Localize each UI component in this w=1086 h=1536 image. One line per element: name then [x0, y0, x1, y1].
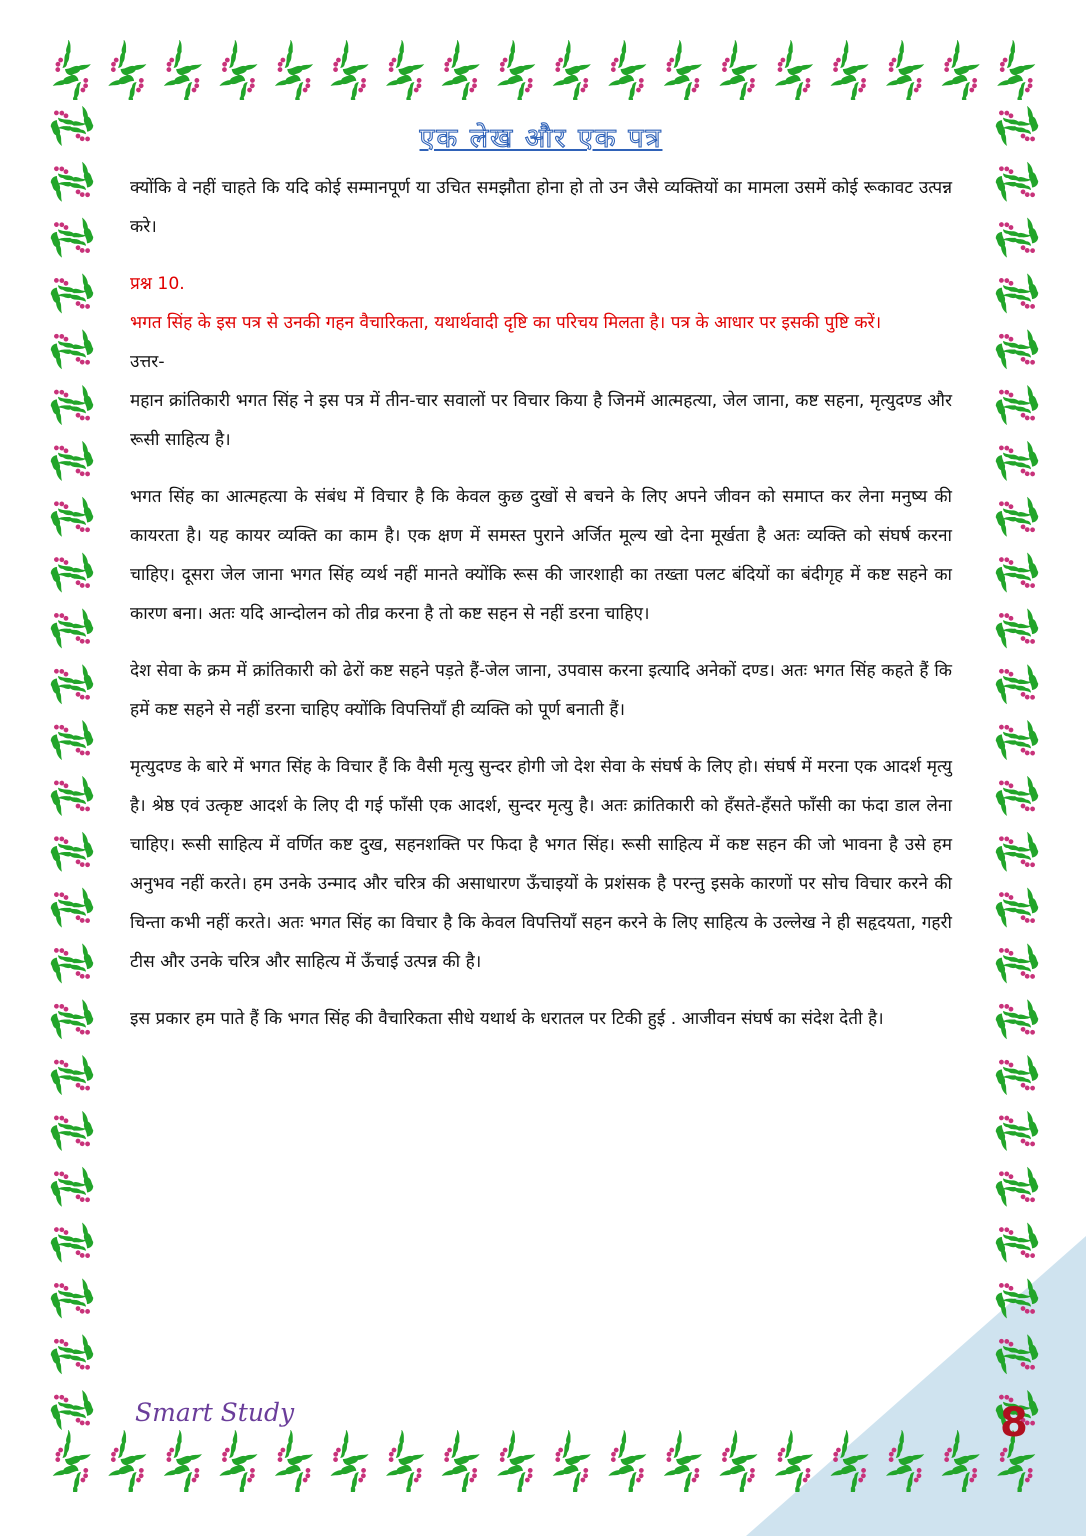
answer-label: उत्तर-: [130, 352, 165, 372]
answer-paragraph: देश सेवा के क्रम में क्रांतिकारी को ढेरों कष्ट सहने पड़ते हैं-जेल जाना, उपवास करना इत्यादि अनेकों दण्ड। अतः भगत सिंह कहते हैं कि हमें कष्ट सहने से नहीं डरना चाहिए क्योंकि विपत्तियाँ ही व्यक्ति को पूर्ण बनाती हैं।: [130, 661, 952, 720]
holly-leaf-icon: [158, 1430, 203, 1470]
holly-leaf-icon: [769, 40, 814, 80]
holly-border-bottom: [40, 1430, 1040, 1492]
holly-leaf-icon: [385, 1460, 430, 1492]
right-border-svg: [985, 95, 1047, 1435]
holly-leaf-icon: [662, 1460, 707, 1492]
holly-leaf-icon: [658, 1430, 703, 1470]
holly-leaf-icon: [940, 70, 985, 100]
holly-leaf-icon: [325, 40, 370, 80]
holly-leaf-icon: [829, 70, 874, 100]
holly-leaf-icon: [774, 70, 819, 100]
holly-leaf-icon: [440, 70, 485, 100]
holly-leaf-icon: [551, 1460, 596, 1492]
question-text: भगत सिंह के इस पत्र से उनकी गहन वैचारिकता, यथार्थवादी दृष्टि का परिचय मिलता है। पत्र के आधार पर इसकी पुष्टि करें।: [130, 313, 882, 333]
holly-leaf-icon: [491, 1430, 536, 1470]
holly-leaf-icon: [107, 70, 152, 100]
holly-leaf-icon: [218, 70, 263, 100]
holly-leaf-icon: [607, 70, 652, 100]
answer-paragraph: इस प्रकार हम पाते हैं कि भगत सिंह की वैचारिकता सीधे यथार्थ के धरातल पर टिकी हुई . आजीवन संघर्ष का संदेश देती है।: [130, 1009, 884, 1029]
holly-leaf-icon: [491, 40, 536, 80]
holly-border-right: [985, 95, 1047, 1435]
holly-leaf-icon: [714, 40, 759, 80]
holly-leaf-icon: [380, 1430, 425, 1470]
holly-leaf-icon: [880, 40, 925, 80]
holly-leaf-icon: [880, 1430, 925, 1470]
holly-leaf-icon: [380, 40, 425, 80]
holly-leaf-icon: [603, 40, 648, 80]
holly-leaf-icon: [162, 70, 207, 100]
holly-leaf-icon: [436, 40, 481, 80]
holly-leaf-icon: [714, 1430, 759, 1470]
holly-leaf-icon: [107, 1460, 152, 1492]
holly-leaf-icon: [103, 1430, 148, 1470]
holly-leaf-icon: [269, 1430, 314, 1470]
left-border-svg: [40, 95, 102, 1435]
holly-leaf-icon: [825, 40, 870, 80]
holly-leaf-icon: [940, 1460, 985, 1492]
holly-leaf-icon: [329, 1460, 374, 1492]
holly-leaf-icon: [274, 1460, 319, 1492]
holly-leaf-icon: [825, 1430, 870, 1470]
holly-border-left: [40, 95, 102, 1435]
holly-leaf-icon: [496, 1460, 541, 1492]
holly-leaf-icon: [551, 70, 596, 100]
holly-leaf-icon: [496, 70, 541, 100]
holly-leaf-icon: [385, 70, 430, 100]
answer-paragraph: महान क्रांतिकारी भगत सिंह ने इस पत्र में तीन-चार सवालों पर विचार किया है जिनमें आत्महत्या, जेल जाना, कष्ट सहना, मृत्युदण्ड और रूसी साहित्य है।: [130, 391, 952, 450]
page-title: एक लेख और एक पत्र: [419, 123, 663, 154]
holly-leaf-icon: [774, 1460, 819, 1492]
holly-leaf-icon: [547, 40, 592, 80]
holly-leaf-icon: [269, 40, 314, 80]
holly-leaf-icon: [718, 70, 763, 100]
holly-leaf-icon: [162, 1460, 207, 1492]
holly-leaf-icon: [47, 1430, 92, 1470]
holly-leaf-icon: [885, 70, 930, 100]
holly-leaf-icon: [996, 1460, 1040, 1492]
smart-study-watermark: Smart Study: [135, 1398, 295, 1427]
intro-paragraph: क्योंकि वे नहीं चाहते कि यदि कोई सम्मानपूर्ण या उचित समझौता होना हो तो उन जैसे व्यक्तियों का मामला उसमें कोई रूकावट उत्पन्न करे।: [130, 178, 952, 237]
holly-leaf-icon: [274, 70, 319, 100]
holly-leaf-icon: [936, 1430, 981, 1470]
holly-leaf-icon: [662, 70, 707, 100]
holly-leaf-icon: [329, 70, 374, 100]
holly-leaf-icon: [718, 1460, 763, 1492]
holly-leaf-icon: [218, 1460, 263, 1492]
holly-leaf-icon: [103, 40, 148, 80]
holly-leaf-icon: [936, 40, 981, 80]
top-border-svg: [40, 40, 1040, 100]
bottom-border-svg: [40, 1430, 1040, 1492]
page-content: [130, 118, 952, 1057]
holly-leaf-icon: [603, 1430, 648, 1470]
holly-leaf-icon: [158, 40, 203, 80]
holly-leaf-icon: [885, 1460, 930, 1492]
holly-leaf-icon: [607, 1460, 652, 1492]
question-number: प्रश्न 10.: [130, 274, 185, 294]
holly-leaf-icon: [436, 1430, 481, 1470]
holly-leaf-icon: [547, 1430, 592, 1470]
holly-leaf-icon: [51, 1460, 96, 1492]
holly-leaf-icon: [214, 1430, 259, 1470]
holly-leaf-icon: [991, 40, 1036, 80]
holly-leaf-icon: [47, 40, 92, 80]
page-number: 8: [1000, 1400, 1028, 1446]
answer-paragraph: भगत सिंह का आत्महत्या के संबंध में विचार है कि केवल कुछ दुखों से बचने के लिए अपने जीवन को समाप्त कर लेना मनुष्य की कायरता है। यह कायर व्यक्ति का काम है। एक क्षण में समस्त पुराने अर्जित मूल्य खो देना मूर्खता है अतः व्यक्ति को संघर्ष करना चाहिए। दूसरा जेल जाना भगत सिंह व्यर्थ नहीं मानते क्योंकि रूस की जारशाही का तख्ता पलट बंदियों का बंदीगृह में कष्ट सहने का कारण बना। अतः यदि आन्दोलन को तीव्र करना है तो कष्ट सहन से नहीं डरना चाहिए।: [130, 487, 952, 624]
holly-leaf-icon: [658, 40, 703, 80]
holly-leaf-icon: [440, 1460, 485, 1492]
holly-border-top: [40, 40, 1040, 100]
holly-leaf-icon: [829, 1460, 874, 1492]
holly-leaf-icon: [769, 1430, 814, 1470]
holly-leaf-icon: [214, 40, 259, 80]
holly-leaf-icon: [325, 1430, 370, 1470]
answer-paragraph: मृत्युदण्ड के बारे में भगत सिंह के विचार हैं कि वैसी मृत्यु सुन्दर होगी जो देश सेवा के संघर्ष के लिए हो। संघर्ष में मरना एक आदर्श मृत्यु है। श्रेष्ठ एवं उत्कृष्ट आदर्श के लिए दी गई फाँसी एक आदर्श, सुन्दर मृत्यु है। अतः क्रांतिकारी को हँसते-हँसते फाँसी का फंदा डाल लेना चाहिए। रूसी साहित्य में वर्णित कष्ट दुख, सहनशक्ति पर फिदा है भगत सिंह। रूसी साहित्य में कष्ट सहन की जो भावना है उसे हम अनुभव नहीं करते। हम उनके उन्माद और चरित्र की असाधारण ऊँचाइयों के प्रशंसक है परन्तु इसके कारणों पर सोच विचार करने की चिन्ता कभी नहीं करते। अतः भगत सिंह का विचार है कि केवल विपत्तियाँ सहन करने के लिए साहित्य के उल्लेख ने ही सहृदयता, गहरी टीस और उनके चरित्र और साहित्य में ऊँचाई उत्पन्न की है।: [130, 757, 952, 972]
